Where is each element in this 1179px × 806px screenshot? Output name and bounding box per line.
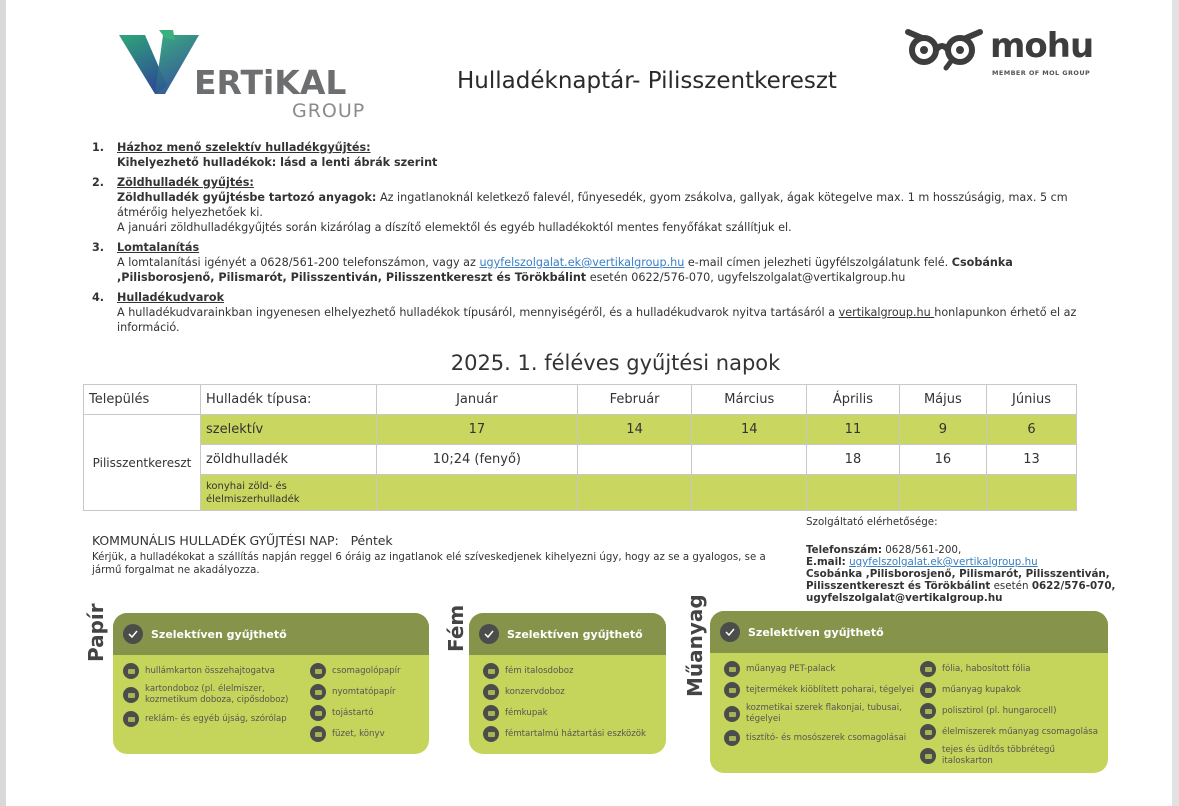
- waste-type-cell: zöldhulladék: [201, 445, 377, 475]
- list-item: műanyag PET-palack: [724, 661, 914, 677]
- list-item: tejes és üdítős többrétegű italoskarton: [920, 745, 1105, 767]
- section-title: Hulladékudvarok: [117, 291, 225, 304]
- cap-icon: [483, 705, 499, 721]
- list-item: reklám- és egyéb újság, szórólap: [123, 711, 308, 727]
- communal-instructions: Kérjük, a hulladékokat a szállítás napján reggel 6 óráig az ingatlanok elé szíveskedjenek kihelyezni úgy, hogy az se a gyalogos, se a jármű forgalmat ne akadályozza.: [92, 552, 766, 576]
- muanyag-card: [710, 611, 1108, 773]
- mohu-logo-sub: MEMBER OF MOL GROUP: [992, 69, 1091, 77]
- cosmetic-bottle-icon: [724, 706, 740, 722]
- date-cell: [987, 475, 1077, 511]
- date-cell: [577, 475, 692, 511]
- provider-email-link[interactable]: ugyfelszolgalat.ek@vertikalgroup.hu: [849, 556, 1038, 568]
- list-item: tejtermékek kiöblített poharai, tégelyei: [724, 682, 914, 698]
- communal-heading: [92, 533, 772, 548]
- communal-label: KOMMUNÁLIS HULLADÉK GYŰJTÉSI NAP:: [92, 533, 339, 548]
- date-cell: [899, 475, 986, 511]
- section-text-part: honlapunkon érhető el az információ.: [117, 306, 1077, 334]
- section-text: [117, 305, 1112, 335]
- waste-type-cell: konyhai zöld- és élelmiszerhulladék: [201, 475, 377, 511]
- cardboard-icon: [123, 663, 139, 679]
- papir-label: Papír: [84, 603, 108, 662]
- column-header: Január: [377, 385, 578, 415]
- section-title: Házhoz menő szelektív hulladékgyűjtés:: [117, 141, 371, 154]
- page-edge-right: [1172, 0, 1179, 806]
- section-title: Lomtalanítás: [117, 241, 200, 254]
- card-header: [710, 611, 1108, 653]
- phone-label: Telefonszám:: [806, 544, 882, 556]
- email-link[interactable]: ugyfelszolgalat.ek@vertikalgroup.hu: [479, 256, 685, 269]
- date-cell: [692, 475, 807, 511]
- section-text: [117, 190, 1112, 220]
- schedule-table: [83, 384, 1077, 511]
- column-header: Május: [899, 385, 986, 415]
- date-cell: [807, 475, 900, 511]
- table-header-row: [84, 385, 1077, 415]
- papir-card: [113, 613, 429, 754]
- food-packaging-icon: [920, 724, 936, 740]
- date-cell: 16: [899, 445, 986, 475]
- date-cell: 10;24 (fenyő): [377, 445, 578, 475]
- tin-can-icon: [483, 684, 499, 700]
- muanyag-label: Műanyag: [683, 594, 707, 697]
- card-body: [710, 653, 1108, 766]
- info-sections: [92, 140, 1112, 340]
- list-item: kartondoboz (pl. élelmiszer, kozmetikum doboza, cipősdoboz): [123, 684, 308, 706]
- section-text-part: Az ingatlanoknál keletkező falevél, fűnyesedék, gyom zsákolva, gallyak, ágak kötegelve max. 1 m hosszúságig, max. 5 cm átmérőig helyezhetőek ki.: [117, 191, 1068, 219]
- check-icon: [479, 624, 499, 644]
- document-title: Hulladéknaptár- Pilisszentkereszt: [457, 68, 837, 94]
- section-3: [92, 240, 1112, 285]
- list-item: tisztító- és mosószerek csomagolásai: [724, 730, 914, 746]
- section-number: 1.: [92, 141, 105, 154]
- mohu-logo: [904, 28, 1104, 83]
- book-icon: [310, 726, 326, 742]
- vertikal-logo: [119, 30, 379, 125]
- column-header: Település: [84, 385, 201, 415]
- card-body: [113, 655, 429, 739]
- fem-label: Fém: [444, 604, 468, 652]
- tools-icon: [483, 726, 499, 742]
- card-header: [469, 613, 666, 655]
- section-bold-lead: Zöldhulladék gyűjtésbe tartozó anyagok:: [117, 191, 377, 204]
- list-item: füzet, könyv: [310, 726, 425, 742]
- section-number: 2.: [92, 176, 105, 189]
- provider-cities: Csobánka ,Pilisborosjenő, Pilismarót, Pilisszentiván, Pilisszentkereszt és Törökbálint: [806, 568, 1110, 592]
- communal-collection: [92, 533, 772, 577]
- card-header: [113, 613, 429, 655]
- section-title: Zöldhulladék gyűjtés:: [117, 176, 254, 189]
- polystyrene-icon: [920, 703, 936, 719]
- provider-title: Szolgáltató elérhetősége:: [806, 516, 938, 528]
- list-item: hullámkarton összehajtogatva: [123, 663, 308, 679]
- detergent-icon: [724, 730, 740, 746]
- communal-day: Péntek: [350, 533, 393, 548]
- check-icon: [123, 624, 143, 644]
- section-1: [92, 140, 1112, 170]
- table-row: [84, 445, 1077, 475]
- section-number: 3.: [92, 241, 105, 254]
- list-item: élelmiszerek műanyag csomagolása: [920, 724, 1105, 740]
- card-header-text: Szelektíven gyűjthető: [151, 627, 287, 641]
- list-item: csomagolópapír: [310, 663, 425, 679]
- list-item: fémtartalmú háztartási eszközök: [483, 726, 663, 742]
- schedule-title: 2025. 1. féléves gyűjtési napok: [450, 351, 781, 375]
- list-item: polisztirol (pl. hungarocell): [920, 703, 1105, 719]
- list-item: fólia, habosított fólia: [920, 661, 1105, 677]
- provider-email2: ugyfelszolgalat@vertikalgroup.hu: [806, 592, 1003, 604]
- date-cell: 14: [577, 415, 692, 445]
- email-label: E.mail:: [806, 556, 846, 568]
- section-text: A januári zöldhulladékgyűjtés során kizárólag a díszítő elemektől és egyéb hulladékoktól mentes fenyőfákat szállítjuk el.: [117, 221, 792, 234]
- date-cell: 18: [807, 445, 900, 475]
- provider-cities-line: Csobánka ,Pilisborosjenő, Pilismarót, Pilisszentiván, Pilisszentkereszt és Törökbálint esetén 0622/576-070,: [806, 568, 1116, 592]
- pet-bottle-icon: [724, 661, 740, 677]
- list-item: fém italosdoboz: [483, 663, 663, 679]
- table-row: [84, 415, 1077, 445]
- date-cell: 6: [987, 415, 1077, 445]
- date-cell: 9: [899, 415, 986, 445]
- fem-card: [469, 613, 666, 754]
- list-item: kozmetikai szerek flakonjai, tubusai, tégelyei: [724, 703, 914, 725]
- provider-email-line: [806, 556, 1126, 568]
- list-item: fémkupak: [483, 705, 663, 721]
- city-cell: Pilisszentkereszt: [84, 415, 201, 511]
- provider-esetén: esetén: [990, 580, 1032, 592]
- mohu-owl-icon: [904, 28, 984, 72]
- date-cell: [692, 445, 807, 475]
- carton-icon: [920, 748, 936, 764]
- date-cell: [577, 445, 692, 475]
- card-body: [469, 655, 666, 739]
- cup-icon: [724, 682, 740, 698]
- card-header-text: Szelektíven gyűjthető: [507, 627, 643, 641]
- printer-paper-icon: [310, 684, 326, 700]
- column-header: Március: [692, 385, 807, 415]
- vertikal-logo-name: ERTiKAL: [194, 63, 347, 102]
- newspaper-icon: [123, 711, 139, 727]
- section-text: [117, 255, 1112, 285]
- date-cell: 11: [807, 415, 900, 445]
- section-text-part: A hulladékudvarainkban ingyenesen elhelyezhető hulladékok típusáról, mennyiségéről, és a hulladékudvarok nyitva tartásáról a: [117, 306, 839, 319]
- list-item: nyomtatópapír: [310, 684, 425, 700]
- section-text-part: e-mail címen jelezheti ügyfélszolgálatunk felé.: [684, 256, 952, 269]
- list-item: tojástartó: [310, 705, 425, 721]
- provider-contact: [806, 516, 1126, 604]
- list-item: konzervdoboz: [483, 684, 663, 700]
- table-row: [84, 475, 1077, 511]
- foil-icon: [920, 661, 936, 677]
- vertikal-logo-sub: GROUP: [292, 100, 366, 122]
- date-cell: 14: [692, 415, 807, 445]
- section-number: 4.: [92, 291, 105, 304]
- section-2: [92, 175, 1112, 235]
- column-header: Hulladék típusa:: [201, 385, 377, 415]
- column-header: Április: [807, 385, 900, 415]
- egg-carton-icon: [310, 705, 326, 721]
- box-icon: [123, 687, 139, 703]
- column-header: Június: [987, 385, 1077, 415]
- section-text-part: esetén 0622/576-070, ugyfelszolgalat@vertikalgroup.hu: [586, 271, 906, 284]
- date-cell: [377, 475, 578, 511]
- list-item: műanyag kupakok: [920, 682, 1105, 698]
- date-cell: 13: [987, 445, 1077, 475]
- section-4: [92, 290, 1112, 335]
- provider-phone2: 0622/576-070: [1031, 580, 1112, 592]
- waste-type-cell: szelektív: [201, 415, 377, 445]
- check-icon: [720, 622, 740, 642]
- section-text-part: A lomtalanítási igényét a 0628/561-200 telefonszámon, vagy az: [117, 256, 480, 269]
- document-page: [6, 0, 1172, 806]
- provider-phone-line: [806, 544, 1126, 556]
- wrapping-paper-icon: [310, 663, 326, 679]
- card-header-text: Szelektíven gyűjthető: [748, 625, 884, 639]
- website-link[interactable]: vertikalgroup.hu: [838, 306, 935, 319]
- column-header: Február: [577, 385, 692, 415]
- mohu-logo-name: mohu: [990, 26, 1094, 66]
- date-cell: 17: [377, 415, 578, 445]
- plastic-cap-icon: [920, 682, 936, 698]
- section-text: Kihelyezhető hulladékok: lásd a lenti ábrák szerint: [117, 156, 438, 169]
- section-bold-cities: Csobánka ,Pilisborosjenő, Pilismarót, Pilisszentiván, Pilisszentkereszt és Törökbálint: [117, 256, 1013, 284]
- phone-value: 0628/561-200,: [881, 544, 962, 556]
- can-icon: [483, 663, 499, 679]
